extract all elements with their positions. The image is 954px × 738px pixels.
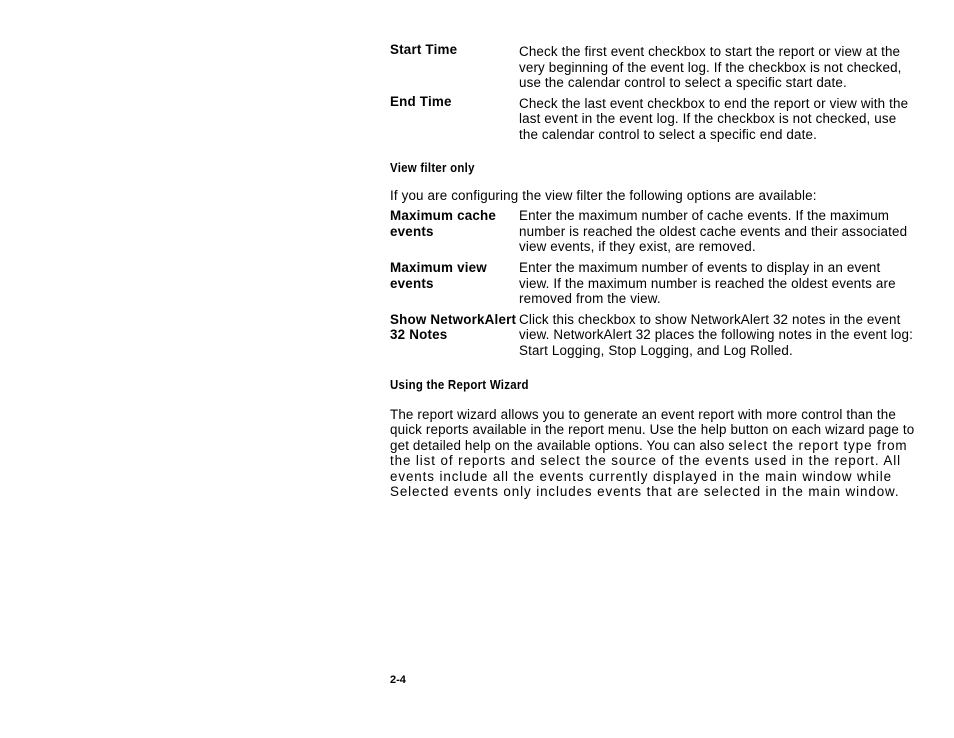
term-start-time: Start Time [390, 42, 458, 57]
desc-start-time: Check the first event checkbox to start the report or view at the very beginning of the event log. If the checkbox is not checked, use the calendar control to select a specific start date. [519, 44, 902, 91]
definition-maximum-view-events [390, 260, 924, 307]
term-maximum-view-events: Maximum view events [390, 259, 487, 291]
term-end-time: End Time [390, 93, 452, 109]
report-wizard-paragraph [390, 407, 924, 501]
definition-show-networkalert-notes [390, 312, 924, 359]
section-heading-report-wizard: Using the Report Wizard [390, 376, 529, 392]
report-wizard-text-part2: elect the report type from the list of reports and select the source of the events used in the report. All events include all the events currently displayed in the main window while Selected events only includes events that are selected in the main window. [390, 437, 908, 500]
view-filter-intro: If you are configuring the view filter the following options are available: [390, 187, 817, 203]
term-maximum-cache-events: Maximum cache events [390, 208, 497, 239]
desc-maximum-cache-events: Enter the maximum number of cache events. If the maximum number is reached the oldest cache events and their associated view events, if they exist, are removed. [519, 208, 908, 255]
desc-end-time: Check the last event checkbox to end the report or view with the last event in the event log. If the checkbox is not checked, use the calendar control to select a specific end date. [519, 95, 909, 142]
definition-end-time [390, 93, 924, 143]
desc-maximum-view-events: Enter the maximum number of events to display in an event view. If the maximum number is reached the oldest events are removed from the view. [519, 259, 896, 307]
term-show-networkalert-notes: Show NetworkAlert 32 Notes [390, 311, 517, 343]
definition-start-time [390, 44, 924, 91]
report-wizard-text-part1: The report wizard allows you to generate an event report with more control than the quick reports available in the report menu. Use the help button on each wizard page to get detailed help on the available options. You can also s [390, 406, 915, 453]
page-number: 2-4 [390, 674, 406, 686]
desc-show-networkalert-notes: Click this checkbox to show NetworkAlert 32 notes in the event view. NetworkAlert 32 places the following notes in the event log: Start Logging, Stop Logging, and Log Rolled. [519, 311, 913, 358]
page-content [390, 44, 924, 500]
section-heading-view-filter: View filter only [390, 159, 475, 175]
definition-maximum-cache-events [390, 208, 924, 255]
